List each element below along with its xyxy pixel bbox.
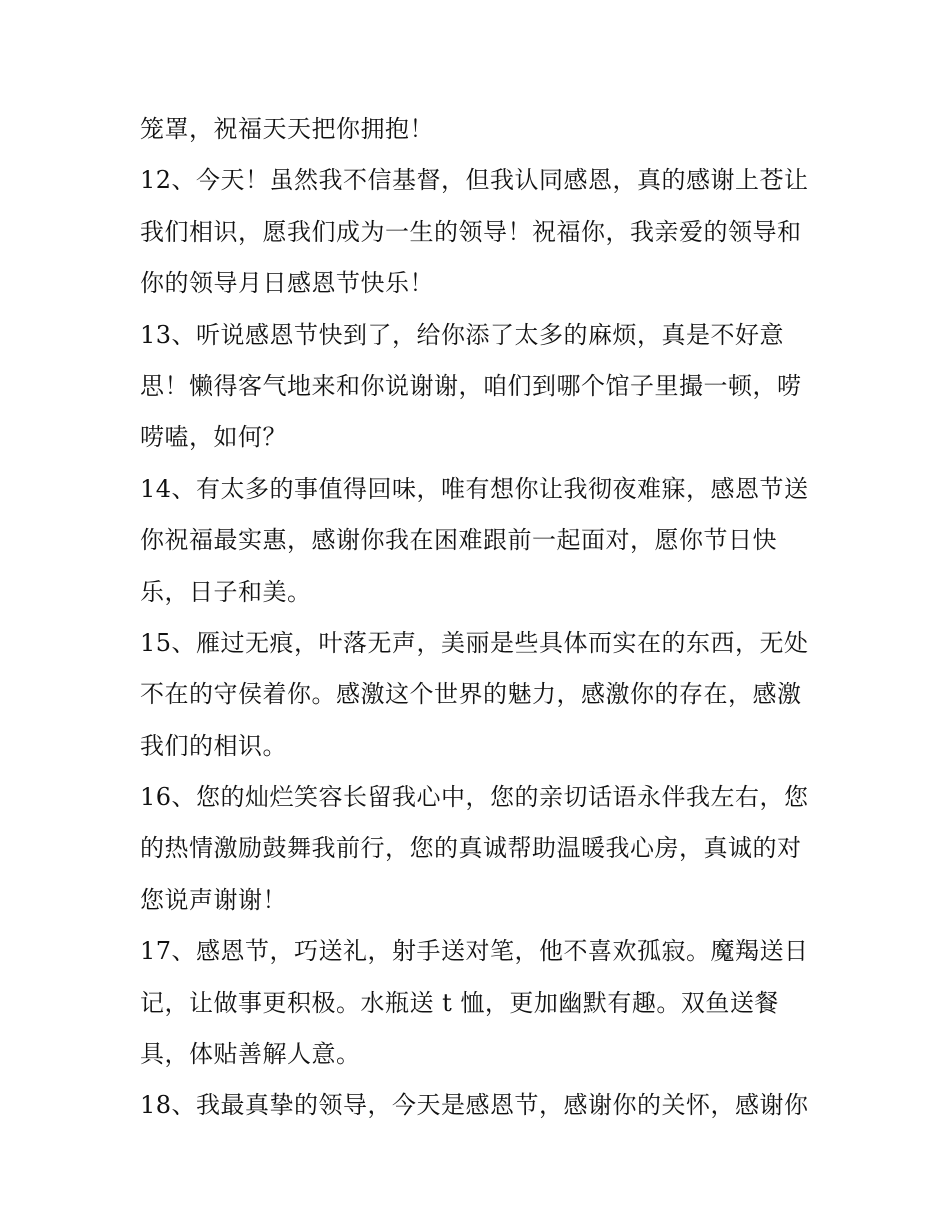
text-line: 18、我最真挚的领导，今天是感恩节，感谢你的关怀，感谢你 bbox=[140, 1091, 809, 1120]
text-line: 唠嗑，如何？ bbox=[140, 423, 287, 452]
text-line: 具，体贴善解人意。 bbox=[140, 1040, 361, 1069]
text-line: 你的领导月日感恩节快乐！ bbox=[140, 269, 434, 298]
text-line: 12、今天！虽然我不信基督，但我认同感恩，真的感谢上苍让 bbox=[140, 166, 809, 195]
text-line: 16、您的灿烂笑容长留我心中，您的亲切话语永伴我左右，您 bbox=[140, 783, 809, 812]
text-line: 思！懒得客气地来和你说谢谢，咱们到哪个馆子里撮一顿，唠 bbox=[140, 371, 802, 400]
text-line: 14、有太多的事值得回味，唯有想你让我彻夜难寐，感恩节送 bbox=[140, 474, 809, 503]
text-line: 13、听说感恩节快到了，给你添了太多的麻烦，真是不好意 bbox=[140, 320, 785, 349]
document-body bbox=[140, 104, 820, 1132]
text-line: 17、感恩节，巧送礼，射手送对笔，他不喜欢孤寂。魔羯送日 bbox=[140, 937, 809, 966]
text-line: 的热情激励鼓舞我前行，您的真诚帮助温暖我心房，真诚的对 bbox=[140, 834, 802, 863]
text-line: 不在的守侯着你。感激这个世界的魅力，感激你的存在，感激 bbox=[140, 680, 802, 709]
text-line: 我们相识，愿我们成为一生的领导！祝福你，我亲爱的领导和 bbox=[140, 217, 802, 246]
text-line: 笼罩，祝福天天把你拥抱！ bbox=[140, 115, 434, 143]
text-line: 您说声谢谢！ bbox=[140, 885, 287, 914]
text-line: 我们的相识。 bbox=[140, 731, 287, 760]
text-line: 记，让做事更积极。水瓶送 t 恤，更加幽默有趣。双鱼送餐 bbox=[140, 988, 779, 1017]
text-line: 乐，日子和美。 bbox=[140, 577, 312, 606]
text-line: 你祝福最实惠，感谢你我在困难跟前一起面对，愿你节日快 bbox=[140, 526, 777, 555]
text-line: 15、雁过无痕，叶落无声，美丽是些具体而实在的东西，无处 bbox=[140, 628, 809, 657]
